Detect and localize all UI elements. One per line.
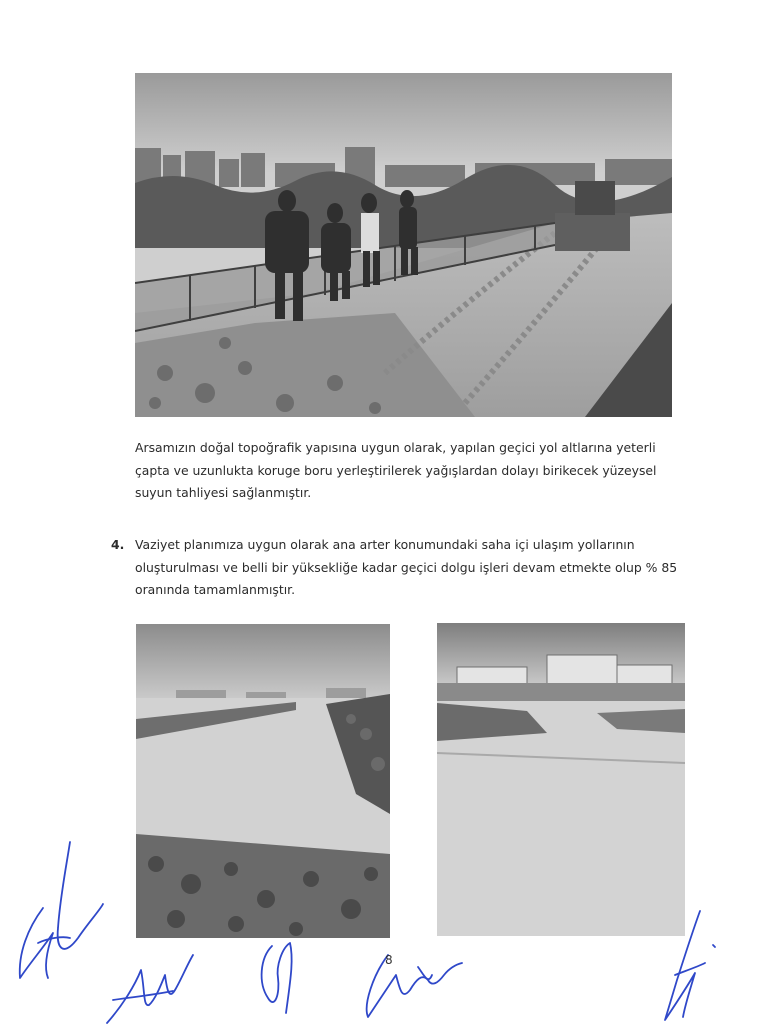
paragraph-line: Arsamızın doğal topoğrafik yapısına uygun olarak, yapılan geçici yol altlarına yeterli	[135, 440, 656, 455]
paragraph-line: oranında tamamlanmıştır.	[135, 582, 296, 597]
paragraph-line: oluşturulması ve belli bir yüksekliğe kadar geçici dolgu işleri devam etmekte olup % 85	[135, 559, 678, 575]
paragraph-drainage	[135, 437, 680, 505]
signature-3	[250, 938, 300, 1018]
site-photo-bottom-left	[136, 624, 390, 938]
paragraph-line: suyun tahliyesi sağlanmıştır.	[135, 485, 312, 500]
paragraph-line: Vaziyet planımıza uygun olarak ana arter konumundaki saha içi ulaşım yollarının	[135, 537, 635, 552]
site-photo-top	[135, 73, 672, 417]
site-photo-bottom-right	[437, 623, 685, 936]
signature-5	[645, 905, 720, 1025]
paragraph-line: çapta ve uzunlukta koruge boru yerleştirilerek yağışlardan dolayı birikecek yüzeysel	[135, 462, 657, 478]
signature-4	[358, 945, 468, 1025]
paragraph-roads	[135, 534, 691, 602]
page-number: 8	[385, 953, 393, 967]
signature-2	[103, 945, 198, 1030]
signature-1	[8, 838, 108, 988]
list-item-number: 4.	[111, 537, 125, 552]
